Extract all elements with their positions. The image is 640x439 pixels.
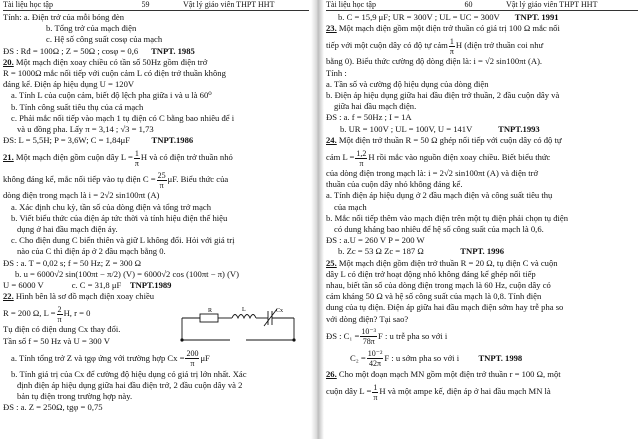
exam-tag: TNPT. 1991 [514,12,559,22]
question-25 [326,258,638,269]
circuit-diagram [180,306,298,346]
fraction: $\frac{\text{10⁻²}}{42\pi}$ [367,349,383,369]
answer-line: b. Zc = 53 Ω Zc = 187 Ω TNPT. 1996 [338,246,505,257]
page-number: 60 [464,0,473,9]
fraction: $\frac{2}{\pi}$ [57,305,62,324]
question-number: 20. [3,56,14,67]
answer-line: ĐS : a. Z = 250Ω, tgφ = 0,75 [3,402,103,413]
text-line: có dung kháng bao nhiêu để hệ số công suất của mạch là 0,6. [334,224,544,235]
exam-tag: TNPT. 1996 [460,246,505,257]
text-line: và u đồng pha. Lấy π = 3,14 ; √3 = 1,73 [17,124,154,135]
answer-text: ĐS : Rđ = 100Ω ; Z = 50Ω ; cosφ = 0,6 [3,45,139,56]
text-line: dung của tụ điện. Điện áp giữa hai đầu mạch điện sớm hay trễ pha so [326,302,564,313]
exam-tag: TNPT.1986 [151,135,194,146]
text-line: Tần số f = 50 Hz và U = 300 V [3,335,110,346]
answer-line [3,46,309,57]
answer-line [3,135,309,146]
text-line: định điện áp hiệu dụng giữa hai đầu điện trở, 2 đầu cuộn dây và 2 [17,380,243,391]
question-number: 26. [326,368,337,379]
text-line: R = 200 Ω, L = $\frac{2}{\pi}$ H, r = 0 [3,305,91,324]
header-author: Vật lý giáo viên THPT HHT [506,0,598,9]
text-line: nào của C thì điện áp ở 2 đầu mạch bằng 0. [17,246,166,257]
question-text: H và có điện trở thuần nhỏ [140,152,233,163]
question-number: 22. [3,291,14,302]
answer-line: C₂ = $\frac{\text{10⁻²}}{42\pi}$ F : u sớm pha so với i TNPT. 1998 [350,349,523,369]
question-text: Một mạch điện gồm điện trở thuần R = 20 Ω, tụ điện C và cuộn [336,257,558,268]
text-line: tiếp với một cuộn dây có độ tự cảm $\frac{1}{\pi}$ H (điện trở thuần coi như [326,36,544,56]
text-line: bản tụ điện trong trường hợp này. [17,391,133,402]
question-number: 21. [3,152,14,163]
answer-line: ĐS : C₁ = $\frac{\text{10⁻³}}{78\pi}$ F : u trễ pha so với i [326,327,448,347]
answer-line: b. u = 6000√2 sin(100πt − π/2) (V) = 6000√2 cos (100πt − π) (V) [15,268,239,279]
text-line: b. Tổng trở của mạch điện [46,23,137,34]
question-24 [326,135,638,146]
left-page [3,0,309,439]
capacitor-label: Cx [276,308,284,314]
text-line: b. Tính giá trị của Cx để cường độ hiệu dụng có giá trị lớn nhất. Xác [11,368,247,379]
right-page [326,0,638,439]
text-line: a. Tính L của cuộn cảm, biết độ lệch pha giữa i và u là 60⁰ [11,90,212,101]
fraction: $\frac{\text{10⁻³}}{78\pi}$ [361,327,377,347]
question-number: 23. [326,23,337,34]
text-line: nhau, biết tần số của dòng điện trong mạch là 60 Hz, cuộn dây có [326,280,551,291]
question-number: 24. [326,134,337,145]
fraction: $\frac{1}{\pi}$ [134,148,139,168]
text-line: b. Điện áp hiệu dụng giữa hai đầu điện trở thuần, 2 đầu cuộn dây và [326,90,560,101]
left-header [3,0,309,11]
question-26 [326,369,638,380]
text-line: của dòng điện trong mạch là: i = 2√2 sin100πt (A) và điện trở [326,168,538,179]
header-author: Vật lý giáo viên THPT HHT [183,0,275,9]
fraction: $\frac{1,2}{\pi}$ [356,148,367,168]
text-line: đáng kể. Điện áp hiệu dụng U = 120V [3,79,135,90]
exam-tag: TNPT.1989 [129,280,172,291]
header-title: Tài liệu học tập [326,0,376,9]
answer-line: ĐS : a. f = 50Hz ; I = 1A [326,112,412,123]
page-number: 59 [141,0,150,9]
question-text: Cho một đoạn mạch MN gồm một điện trở thuần r = 100 Ω, một [336,368,561,379]
text-line: Tụ điện có điện dung Cx thay đổi. [3,324,121,335]
text-line: b. Tính công suất tiêu thụ của cả mạch [11,101,144,112]
text-line: a. Tính tổng trở Z và tgφ ứng với trường hợp Cx = $\frac{200}{\pi}$ μF [11,349,210,369]
answer-line: ĐS : a.U = 260 V P = 200 W [326,235,425,246]
question-text: Hình bên là sơ đồ mạch điện xoay chiều [13,291,155,302]
answer-text: ĐS: L = 5,5H; P = 3,6W; C = 1,84μF [3,135,131,146]
answer-line: ĐS : a. T = 0,02 s; f = 50 Hz; Z = 300 Ω [3,257,142,268]
text-line: dây L có điện trở hoạt động nhỏ không đáng kể ghép nối tiếp [326,268,536,279]
text-line: a. Tính điện áp hiệu dụng ở 2 đầu mạch điện và công suất tiêu thụ [326,190,553,201]
text-line: c. Cho điện dung C biến thiên và giữ L không đổi. Hỏi với giá trị [11,235,235,246]
fraction: $\frac{1}{\pi}$ [373,382,378,402]
exam-tag: TNPT. 1998 [478,352,523,363]
text-line: của mạch [334,201,367,212]
text-line: với dòng điện? Tại sao? [326,313,409,324]
question-22 [3,291,309,302]
answer-line: b. C = 15,9 μF; UR = 300V ; UL = UC = 300V TNPT. 1991 [338,12,559,22]
text-line: cuộn dây L = $\frac{1}{\pi}$ H và một ampe kế, điện áp ở hai đầu mạch MN là [326,382,551,402]
text-line: cảm L = $\frac{1,2}{\pi}$ H rồi mắc vào nguồn điện xoay chiều. Biết biểu thức [326,148,551,168]
question-text: Một mạch điện xoay chiều có tần số 50Hz gồm điện trở [13,56,208,67]
fraction: $\frac{200}{\pi}$ [186,349,199,369]
text-line: b. Viết biểu thức của điện áp tức thời và tính hiệu điện thế hiệu [11,212,228,223]
inductor-label: L [242,307,246,313]
question-23 [326,23,638,34]
text-line: không đáng kể, mắc nối tiếp vào tụ điện C = $\frac{25}{\pi}$ μF. Biểu thức của [3,170,229,190]
text-line: Tính: a. Điện trở của mỗi bóng đèn [3,12,125,22]
text-line: a. Xác định chu kỳ, tần số của dòng điện và tổng trở mạch [11,201,211,212]
fraction: $\frac{1}{\pi}$ [449,36,454,56]
question-text: Một mạch điện gồm một điện trở thuần có giá trị 100 Ω mắc nối [336,23,560,34]
fraction: $\frac{25}{\pi}$ [157,170,166,190]
exam-tag: TNPT. 1985 [151,45,195,56]
page-gutter [311,0,324,439]
text-line: giữa hai đầu mạch điện. [334,101,417,112]
question-text: Một điện trở thuần R = 50 Ω ghép nối tiếp với cuộn dây có độ tự [336,134,562,145]
text-line: R = 1000Ω mắc nối tiếp với cuộn cảm L có điện trở thuần không [3,68,226,79]
text-line: bằng 0). Biểu thức cường độ dòng điện là: i = √2 sin100πt (A). [326,56,543,67]
right-header [326,0,638,11]
resistor-label: R [208,308,213,314]
header-title: Tài liệu học tập [3,0,53,9]
question-number: 25. [326,257,337,268]
text-line: b. Mắc nối tiếp thêm vào mạch điện trên một tụ điện phải chọn tụ điện [326,212,568,223]
text-line: c. Hệ số công suất cosφ của mạch [46,34,163,45]
text-line: c. Phải mắc nối tiếp vào mạch 1 tụ điện có C bằng bao nhiêu để i [11,112,235,123]
text-line: dụng ở hai đầu mạch điện áy. [17,224,118,235]
text-line: a. Tần số và cường độ hiệu dụng của dòng điện [326,78,489,89]
text-line: thuần của cuộn dây nhỏ không đáng kể. [326,179,463,190]
answer-line: b. UR = 100V ; UL = 100V, U = 141V TNPT.1993 [340,123,540,134]
question-text: Một mạch điện gồm cuộn dây L = [13,152,133,163]
text-line: dòng điện trong mạch là i = 2√2 sin100πt (A) [3,190,160,201]
question-20 [3,57,309,68]
text-line: cảm kháng 50 Ω và hệ số công suất của mạch là 0,8. Tính điện [326,291,542,302]
answer-line: U = 6000 V c. C = 31,8 μF TNPT.1989 [3,280,172,291]
question-21 [3,146,309,168]
text-line: Tính : [326,67,347,78]
exam-tag: TNPT.1993 [498,123,540,134]
